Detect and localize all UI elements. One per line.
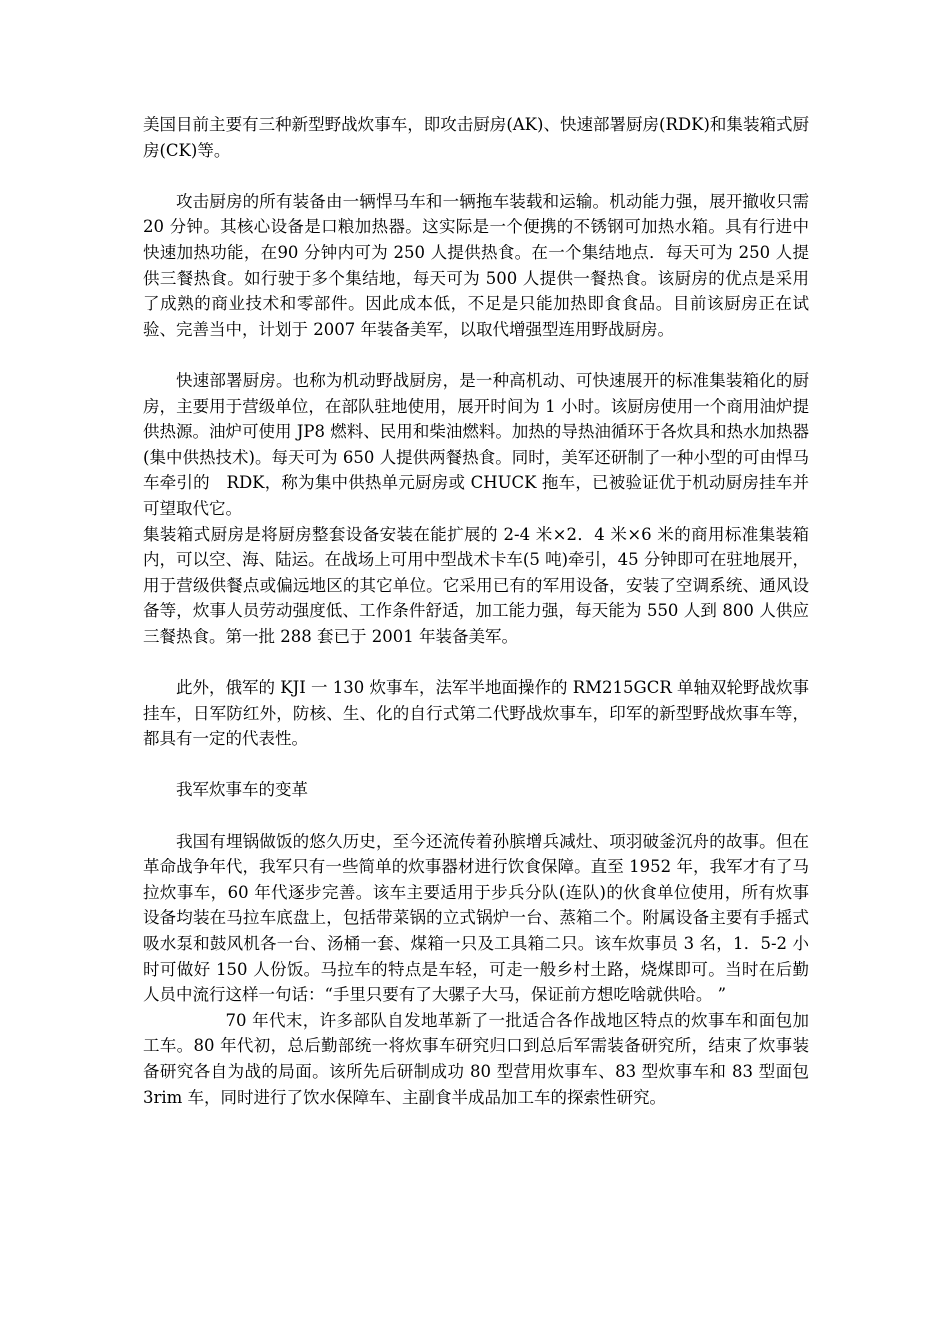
paragraph-1970s: 70 年代末，许多部队自发地革新了一批适合各作战地区特点的炊事车和面包加工车。80 年代初，总后勤部统一将炊事车研究归口到总后军需装备研究所，结束了炊事装备研究各自为战的局面。该所先后研制成功 80 型营用炊事车、83 型炊事车和 83 型面包 3rim 车，同时进行了饮水保障车、主副食半成品加工车的探索性研究。 xyxy=(143,1010,809,1107)
paragraph-container-kitchen: 集装箱式厨房是将厨房整套设备安装在能扩展的 2-4 米×2．4 米×6 米的商用标准集装箱内，可以空、海、陆运。在战场上可用中型战术卡车(5 吨)牵引，45 分钟即可在驻地展开，用于营级供餐点或偏远地区的其它单位。它采用已有的军用设备，安装了空调系统、通风设备等，炊事人员劳动强度低、工作条件舒适，加工能力强，每天能为 550 人到 800 人供应三餐热食。第一批 288 套已于 2001 年装备美军。 xyxy=(143,524,809,646)
document-page xyxy=(143,112,809,1110)
paragraph-intro: 美国目前主要有三种新型野战炊事车，即攻击厨房(AK)、快速部署厨房(RDK)和集装箱式厨房(CK)等。 xyxy=(143,115,809,160)
paragraph-assault-kitchen: 攻击厨房的所有装备由一辆悍马车和一辆拖车装载和运输。机动能力强，展开撤收只需 20 分钟。其核心设备是口粮加热器。这实际是一个便携的不锈钢可加热水箱。具有行进中快速加热功能，在90 分钟内可为 250 人提供热食。在一个集结地点．每天可为 250 人提供三餐热食。如行驶于多个集结地，每天可为 500 人提供一餐热食。该厨房的优点是采用了成熟的商业技术和零部件。因此成本低，不足是只能加热即食食品。目前该厨房正在试验、完善当中，计划于 2007 年装备美军，以取代增强型连用野战厨房。 xyxy=(143,191,809,339)
paragraph-rapid-deployment-kitchen: 快速部署厨房。也称为机动野战厨房，是一种高机动、可快速展开的标准集装箱化的厨房，主要用于营级单位，在部队驻地使用，展开时间为 1 小时。该厨房使用一个商用油炉提供热源。油炉可使用 JP8 燃料、民用和柴油燃料。加热的导热油循环于各炊具和热水加热器 (集中供热技术)。每天可为 650 人提供两餐热食。同时，美军还研制了一种小型的可由悍马车牵引的 RDK，称为集中供热单元厨房或 CHUCK 拖车，已被验证优于机动厨房挂车并可望取代它。 xyxy=(143,370,809,518)
paragraph-history: 我国有埋锅做饭的悠久历史，至今还流传着孙膑增兵减灶、项羽破釜沉舟的故事。但在革命战争年代，我军只有一些简单的炊事器材进行饮食保障。直至 1952 年，我军才有了马拉炊事车，60 年代逐步完善。该车主要适用于步兵分队(连队)的伙食单位使用，所有炊事设备均装在马拉车底盘上，包括带菜锅的立式锅炉一台、蒸箱二个。附属设备主要有手摇式吸水泵和鼓风机各一台、汤桶一套、煤箱一只及工具箱二只。该车炊事员 3 名，1．5-2 小时可做好 150 人份饭。马拉车的特点是车轻，可走一般乡村土路，烧煤即可。当时在后勤人员中流行这样一句话：“手里只要有了大骡子大马，保证前方想吃啥就供哈。 ” xyxy=(143,831,809,1005)
section-heading: 我军炊事车的变革 xyxy=(176,780,308,800)
paragraph-other-countries: 此外，俄军的 KJI 一 130 炊事车，法军半地面操作的 RM215GCR 单轴双轮野战炊事挂车，日军防红外，防核、生、化的自行式第二代野战炊事车，印军的新型野战炊事车等，都具有一定的代表性。 xyxy=(143,678,809,749)
